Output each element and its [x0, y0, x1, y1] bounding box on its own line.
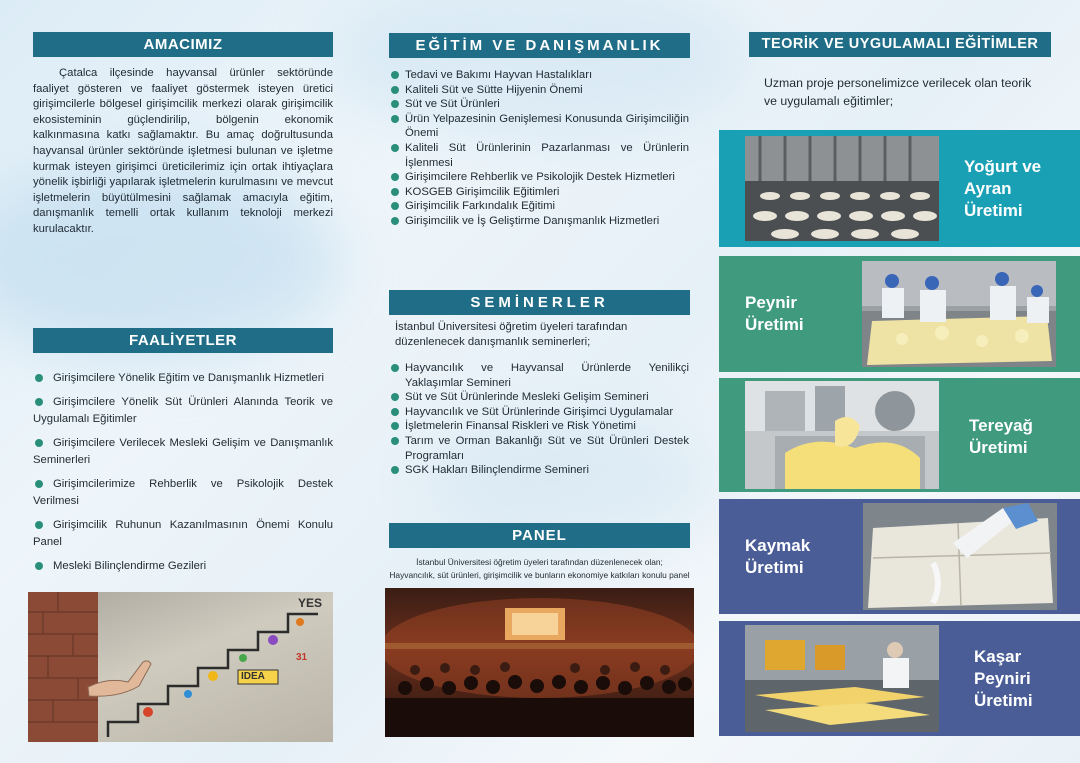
panel-text-1: İstanbul Üniversitesi öğretim üyeleri tarafından düzenlenecek olan; — [416, 557, 663, 567]
bullet-icon — [35, 439, 43, 447]
list-item: Girişimcilere Verilecek Mesleki Gelişim ve Danışmanlık Seminerleri — [33, 436, 333, 466]
list-item: Mesleki Bilinçlendirme Gezileri — [33, 558, 333, 576]
list-item: Girişimcilere Rehberlik ve Psikolojik Destek Hizmetleri — [391, 170, 689, 185]
list-item: Girişimcilik Farkındalık Eğitimi — [391, 199, 689, 214]
list-item: Girişimcilik Ruhunun Kazanılmasının Önemi Konulu Panel — [33, 518, 333, 548]
list-item: Girişimcilerimize Rehberlik ve Psikolojik Destek Verilmesi — [33, 477, 333, 507]
training-band-kaymak — [719, 499, 1080, 614]
list-item: Kaliteli Süt Ürünlerinin Pazarlanması ve Ürünlerin İşlenmesi — [391, 141, 689, 170]
bullet-icon — [391, 437, 399, 445]
egitim-list — [391, 68, 689, 229]
list-item: İşletmelerin Finansal Riskleri ve Risk Yönetimi — [391, 419, 689, 434]
list-item: Süt ve Süt Ürünleri — [391, 97, 689, 112]
bullet-icon — [391, 466, 399, 474]
kaymak-production-image — [863, 503, 1057, 610]
bullet-icon — [391, 144, 399, 152]
training-label: Tereyağ Üretimi — [969, 416, 1033, 457]
list-item: Hayvancılık ve Hayvansal Ürünlerde Yenilikçi Yaklaşımlar Semineri — [391, 361, 689, 390]
calendar-number: 31 — [296, 652, 308, 663]
bullet-icon — [391, 100, 399, 108]
list-item: Kaliteli Süt ve Sütte Hijyenin Önemi — [391, 83, 689, 98]
training-band-yogurt — [719, 130, 1080, 247]
seminerler-intro: İstanbul Üniversitesi öğretim üyeleri tarafından düzenlenecek danışmanlık seminerleri; — [395, 321, 628, 348]
list-item: SGK Hakları Bilinçlendirme Semineri — [391, 463, 689, 478]
yogurt-production-image — [745, 136, 939, 241]
list-item: Tarım ve Orman Bakanlığı Süt ve Süt Ürünleri Destek Programları — [391, 434, 689, 463]
bullet-icon — [391, 364, 399, 372]
idea-stairs-image — [28, 592, 333, 742]
list-item: Ürün Yelpazesinin Genişlemesi Konusunda Girişimciliğin Önemi — [391, 112, 689, 141]
list-item: Süt ve Süt Ürünlerinde Mesleki Gelişim Semineri — [391, 390, 689, 405]
yes-text: YES — [298, 596, 323, 610]
training-band-peynir — [719, 256, 1080, 372]
training-label: Kaşar Peyniri Üretimi — [974, 647, 1033, 710]
faaliyetler-list — [33, 370, 333, 581]
bullet-icon — [391, 188, 399, 196]
butter-production-image — [745, 381, 939, 489]
bullet-icon — [391, 393, 399, 401]
seminerler-list — [391, 361, 689, 478]
training-label: Kaymak Üretimi — [745, 536, 811, 577]
amacimiz-text: Çatalca ilçesinde hayvansal ürünler sektöründe faaliyet gösteren ve faaliyet göstermek isteyen üretici girişimcilerle bölgesel girişimcilik merkezi olarak girişimcilik ekosisteminin güçlendirilip, bölgenin ekonomik kalkınmasına katkı sağlamaktır. Bu amaç doğrultusunda hayvansal ürünler sektöründe işletmesi bulunan ve işletme kurmak isteyen girişimci üreticilerimiz için ortak ihtiyaçlara yönelik işbirliği yapılarak işletmelerin kurulmasını ve mevcut işletmelerin büyütülmesini sağlamak amacıyla eğitim, danışmanlık temelli ortak kullanım teknoloji merkezi kurulacaktır. — [33, 67, 333, 235]
training-label: Peynir Üretimi — [745, 293, 804, 334]
seminerler-header: SEMİNERLER — [389, 290, 690, 315]
training-band-tereyag — [719, 378, 1080, 492]
bullet-icon — [35, 374, 43, 382]
bullet-icon — [391, 202, 399, 210]
idea-text: IDEA — [241, 671, 265, 682]
bullet-icon — [391, 71, 399, 79]
faaliyetler-header: FAALİYETLER — [33, 328, 333, 353]
list-item: Girişimcilere Yönelik Süt Ürünleri Alanında Teorik ve Uygulamalı Eğitimler — [33, 395, 333, 425]
bullet-icon — [391, 422, 399, 430]
bullet-icon — [35, 398, 43, 406]
conference-hall-image — [385, 588, 694, 737]
bullet-icon — [391, 173, 399, 181]
teorik-intro: Uzman proje personelimizce verilecek olan teorik ve uygulamalı eğitimler; — [764, 76, 1032, 108]
bullet-icon — [35, 521, 43, 529]
list-item: Girişimcilik ve İş Geliştirme Danışmanlık Hizmetleri — [391, 214, 689, 229]
amacimiz-header: AMACIMIZ — [33, 32, 333, 57]
training-label: Yoğurt ve Ayran Üretimi — [964, 157, 1042, 220]
list-item: KOSGEB Girişimcilik Eğitimleri — [391, 185, 689, 200]
bullet-icon — [391, 115, 399, 123]
list-item: Tedavi ve Bakımı Hayvan Hastalıkları — [391, 68, 689, 83]
bullet-icon — [391, 408, 399, 416]
cheese-production-image — [862, 261, 1056, 367]
kasar-production-image — [745, 625, 939, 732]
bullet-icon — [35, 480, 43, 488]
list-item: Hayvancılık ve Süt Ürünlerinde Girişimci Uygulamalar — [391, 405, 689, 420]
bullet-icon — [391, 86, 399, 94]
egitim-danismanlik-header: EĞİTİM VE DANIŞMANLIK — [389, 33, 690, 58]
teorik-uygulamali-header: TEORİK VE UYGULAMALI EĞİTİMLER — [749, 32, 1051, 57]
panel-text-2: Hayvancılık, süt ürünleri, girişimcilik ve bunların ekonomiye katkıları konulu panel — [389, 570, 690, 580]
bullet-icon — [391, 217, 399, 225]
list-item: Girişimcilere Yönelik Eğitim ve Danışmanlık Hizmetleri — [33, 370, 333, 388]
bullet-icon — [35, 562, 43, 570]
training-band-kasar — [719, 621, 1080, 736]
panel-header: PANEL — [389, 523, 690, 548]
